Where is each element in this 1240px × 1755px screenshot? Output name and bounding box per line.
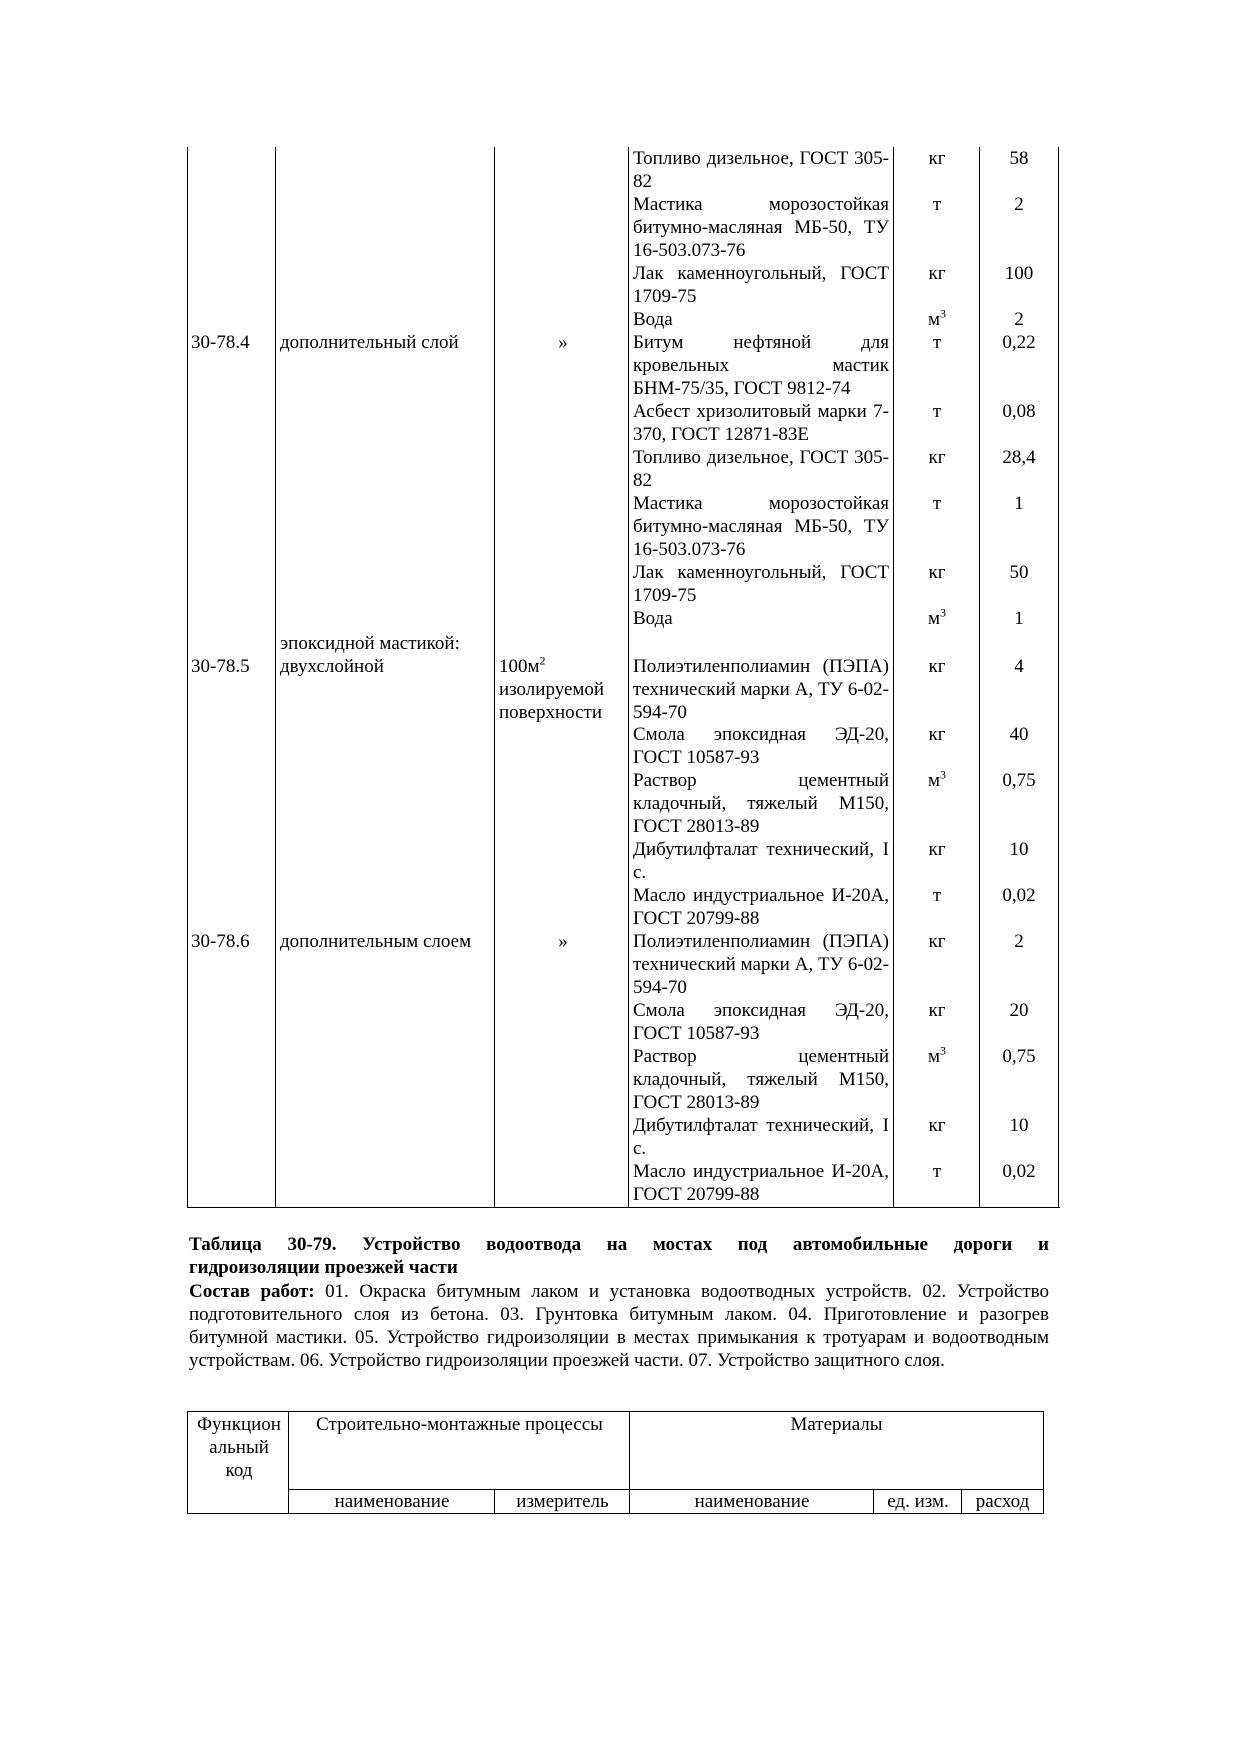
material-qty: 50 [1009, 562, 1029, 583]
material-name: Топливо дизельное, ГОСТ 305-82 [633, 447, 889, 491]
material-name: Масло индустриальное И-20А, ГОСТ 20799-88 [633, 1161, 889, 1205]
process-measure: » [558, 332, 568, 353]
process-name: дополнительным слоем [280, 931, 472, 952]
material-unit: т [932, 194, 942, 215]
material-qty: 0,08 [1002, 401, 1036, 422]
material-name: Раствор цементный кладочный, тяжелый М150, ГОСТ 28013-89 [633, 1046, 889, 1113]
process-name: двухслойной [280, 656, 384, 677]
material-name: Мастика морозостойкая битумно-масляная МБ-50, ТУ 16-503.073-76 [633, 194, 889, 261]
header-consumption: расход [975, 1491, 1030, 1512]
material-qty: 4 [1014, 656, 1024, 677]
header-unit: ед. изм. [887, 1491, 949, 1512]
material-qty: 2 [1014, 931, 1024, 952]
material-name: Смола эпоксидная ЭД-20, ГОСТ 10587-93 [633, 724, 889, 768]
process-measure: » [558, 931, 568, 952]
material-name: Дибутилфталат технический, I с. [633, 1115, 889, 1159]
material-unit: т [932, 885, 942, 906]
header-materials: Материалы [790, 1414, 883, 1435]
material-name: Смола эпоксидная ЭД-20, ГОСТ 10587-93 [633, 1000, 889, 1044]
header-measure: измеритель [516, 1491, 609, 1512]
material-name: Вода [633, 309, 673, 330]
material-unit: т [932, 493, 942, 514]
material-qty: 58 [1009, 148, 1029, 169]
material-qty: 1 [1014, 608, 1024, 629]
material-name: Топливо дизельное, ГОСТ 305-82 [633, 148, 889, 192]
material-unit: кг [928, 931, 946, 952]
process-group-title: эпоксидной мастикой: [280, 633, 460, 654]
header-process-name: наименование [334, 1491, 450, 1512]
process-name: дополнительный слой [280, 332, 459, 353]
material-name: Дибутилфталат технический, I с. [633, 839, 889, 883]
material-qty: 10 [1009, 839, 1029, 860]
work-composition [189, 1280, 1049, 1372]
material-qty: 20 [1009, 1000, 1029, 1021]
process-measure: $100м^2$ изолируемой поверхности [499, 653, 605, 723]
material-qty: 2 [1014, 194, 1024, 215]
function-code: 30-78.5 [191, 656, 250, 677]
material-unit: $м^3$ [927, 605, 947, 629]
material-name: Лак каменноугольный, ГОСТ 1709-75 [633, 562, 889, 606]
material-unit: кг [928, 447, 946, 468]
material-unit: т [932, 1161, 942, 1182]
header-processes: Строительно-монтажные процессы [316, 1414, 603, 1435]
material-name: Битум нефтяной для кровельных мастик БНМ-75/35, ГОСТ 9812-74 [633, 332, 889, 399]
material-qty: 0,02 [1002, 1161, 1036, 1182]
material-name: Лак каменноугольный, ГОСТ 1709-75 [633, 263, 889, 307]
material-qty: 10 [1009, 1115, 1029, 1136]
material-qty: 0,02 [1002, 885, 1036, 906]
material-unit: кг [928, 724, 946, 745]
material-qty: 100 [1004, 263, 1034, 284]
material-name: Вода [633, 608, 673, 629]
material-name: Асбест хризолитовый марки 7-370, ГОСТ 12871-83Е [633, 401, 889, 445]
material-unit: $м^3$ [927, 306, 947, 330]
material-unit: кг [928, 839, 946, 860]
header-material-name: наименование [694, 1491, 810, 1512]
material-name: Мастика морозостойкая битумно-масляная МБ-50, ТУ 16-503.073-76 [633, 493, 889, 560]
material-name: Полиэтиленполиамин (ПЭПА) технический марки А, ТУ 6-02-594-70 [633, 931, 889, 998]
material-name: Масло индустриальное И-20А, ГОСТ 20799-88 [633, 885, 889, 929]
material-unit: т [932, 332, 942, 353]
material-qty: 2 [1014, 309, 1024, 330]
material-unit: кг [928, 263, 946, 284]
header-function-code: Функцион альный код [197, 1414, 281, 1481]
material-unit: $м^3$ [927, 767, 947, 791]
material-qty: 40 [1009, 724, 1029, 745]
material-unit: кг [928, 148, 946, 169]
material-name: Полиэтиленполиамин (ПЭПА) технический марки А, ТУ 6-02-594-70 [633, 656, 889, 723]
table-title: Таблица 30-79. Устройство водоотвода на мостах под автомобильные дороги и гидроизоляции проезжей части [189, 1234, 1049, 1278]
material-unit: кг [928, 1000, 946, 1021]
work-composition-label: Состав работ: [189, 1281, 315, 1302]
material-qty: 28,4 [1002, 447, 1036, 468]
material-unit: т [932, 401, 942, 422]
next-table-header [187, 1411, 1044, 1513]
material-unit: кг [928, 656, 946, 677]
function-code: 30-78.4 [191, 332, 250, 353]
material-unit: кг [928, 1115, 946, 1136]
material-qty: 0,75 [1002, 1046, 1036, 1067]
material-name: Раствор цементный кладочный, тяжелый М150, ГОСТ 28013-89 [633, 770, 889, 837]
material-qty: 0,22 [1002, 332, 1036, 353]
material-unit: кг [928, 562, 946, 583]
material-qty: 1 [1014, 493, 1024, 514]
function-code: 30-78.6 [191, 931, 250, 952]
work-composition-text: 01. Окраска битумным лаком и установка водоотводных устройств. 02. Устройство подготовительного слоя из бетона. 03. Грунтовка битумным лаком. 04. Приготовление и разогрев битумной мастики. 05. Устройство гидроизоляции в местах примыкания к тротуарам и водоотводным устройствам. 06. Устройство гидроизоляции проезжей части. 07. Устройство защитного слоя. [189, 1281, 1049, 1371]
material-unit: $м^3$ [927, 1043, 947, 1067]
material-qty: 0,75 [1002, 770, 1036, 791]
